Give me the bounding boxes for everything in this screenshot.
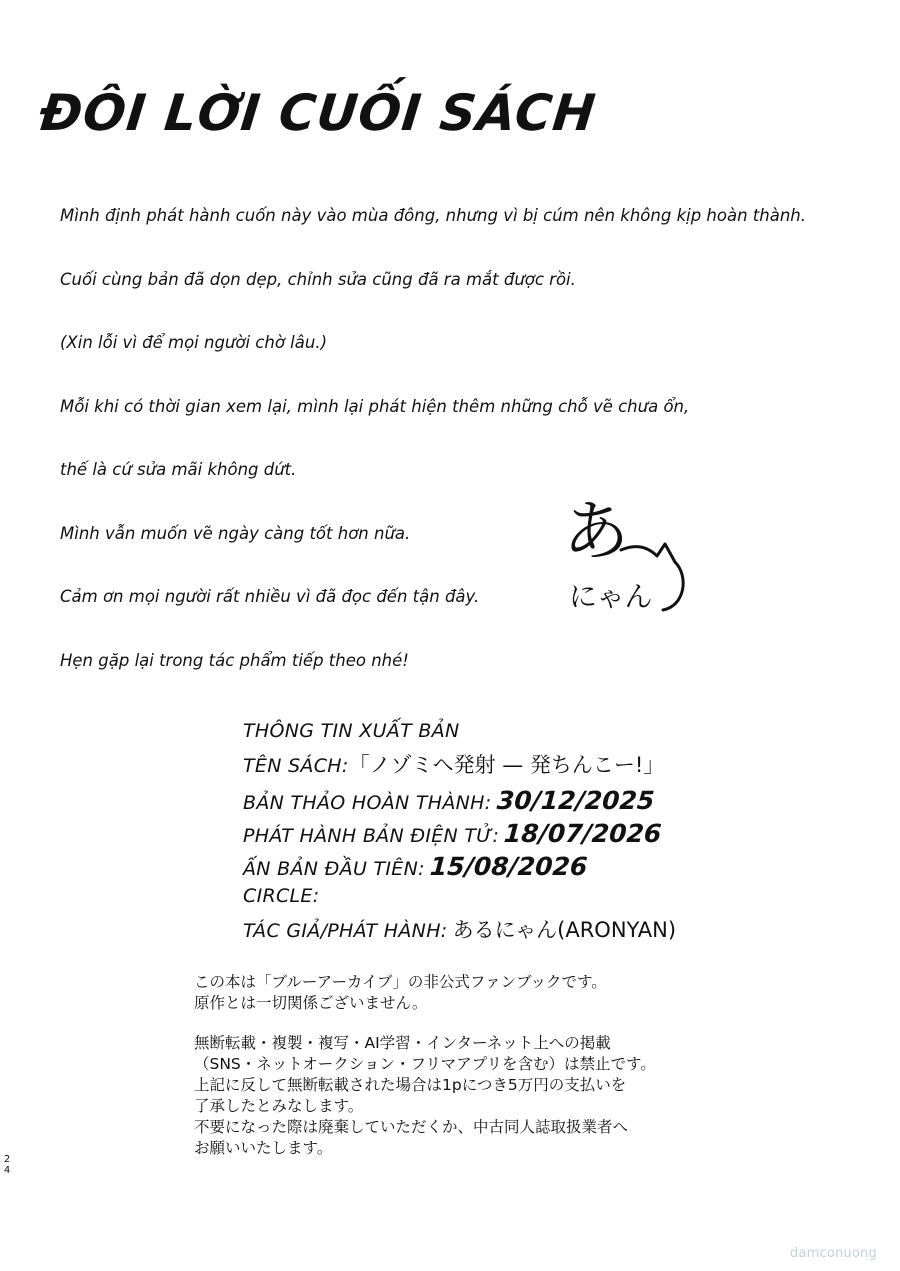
book-title-value: 「ノゾミへ発射 — 発ちんこー!」: [348, 753, 665, 777]
signature-a: あ: [563, 493, 629, 570]
page-number-digit: 2: [3, 1154, 11, 1165]
disclaimer-line: 了承したとみなします。: [194, 1097, 364, 1115]
message-line: Cuối cùng bản đã dọn dẹp, chỉnh sửa cũng đã ra mắt được rồi.: [60, 269, 576, 289]
disclaimer-line: 無断転載・複製・複写・AI学習・インターネット上への掲載: [194, 1034, 611, 1052]
disclaimer: [194, 972, 714, 1159]
book-title-label: TÊN SÁCH:: [243, 755, 349, 777]
disclaimer-line: この本は「ブルーアーカイブ」の非公式ファンブックです。: [194, 973, 607, 991]
draft-label: BẢN THẢO HOÀN THÀNH:: [243, 792, 492, 814]
author-signature: [555, 484, 700, 624]
signature-nyan: にゃん: [569, 580, 653, 613]
disclaimer-line: お願いいたします。: [194, 1139, 333, 1157]
page-number-digit: 4: [3, 1165, 11, 1176]
disclaimer-line: （SNS・ネットオークション・フリマアプリを含む）は禁止です。: [194, 1055, 656, 1073]
first-edition-label: ẤN BẢN ĐẦU TIÊN:: [243, 858, 425, 880]
disclaimer-line: 不要になった際は廃棄していただくか、中古同人誌取扱業者へ: [194, 1118, 629, 1136]
afterword-message: [60, 198, 820, 706]
page-number: [2, 1154, 12, 1176]
publication-info-heading-text: THÔNG TIN XUẤT BẢN: [243, 720, 460, 742]
message-line: Mình vẫn muốn vẽ ngày càng tốt hơn nữa.: [60, 523, 411, 543]
ebook-date: 18/07/2026: [503, 819, 663, 848]
first-edition-date: 15/08/2026: [428, 852, 589, 881]
circle-label: CIRCLE:: [243, 885, 320, 907]
book-title-row: [243, 753, 803, 786]
paragraph-gap: [194, 1014, 714, 1033]
author-value: あるにゃん(ARONYAN): [452, 918, 677, 942]
circle-row: [243, 885, 803, 918]
disclaimer-line: 原作とは一切関係ございません。: [194, 994, 428, 1012]
publication-info: [243, 722, 803, 951]
message-line: thế là cứ sửa mãi không dứt.: [60, 460, 297, 479]
message-line: Hẹn gặp lại trong tác phẩm tiếp theo nhé!: [60, 650, 409, 670]
first-edition-row: [243, 852, 803, 885]
ebook-label: PHÁT HÀNH BẢN ĐIỆN TỬ:: [243, 825, 500, 847]
author-label: TÁC GIẢ/PHÁT HÀNH:: [243, 920, 448, 942]
message-line: Mình định phát hành cuốn này vào mùa đông, nhưng vì bị cúm nên không kịp hoàn thành.: [60, 206, 806, 225]
watermark: damconuong: [790, 1246, 877, 1261]
page-title: ĐÔI LỜI CUỐI SÁCH: [37, 84, 599, 142]
draft-row: [243, 786, 803, 819]
author-row: [243, 918, 803, 951]
publication-info-heading: [243, 722, 803, 753]
message-line: Cảm ơn mọi người rất nhiều vì đã đọc đến tận đây.: [60, 587, 480, 606]
ebook-row: [243, 819, 803, 852]
message-line: (Xin lỗi vì để mọi người chờ lâu.): [60, 333, 328, 352]
disclaimer-line: 上記に反して無断転載された場合は1pにつき5万円の支払いを: [194, 1076, 627, 1094]
draft-date: 30/12/2025: [495, 786, 655, 815]
message-line: Mỗi khi có thời gian xem lại, mình lại phát hiện thêm những chỗ vẽ chưa ổn,: [60, 396, 690, 416]
